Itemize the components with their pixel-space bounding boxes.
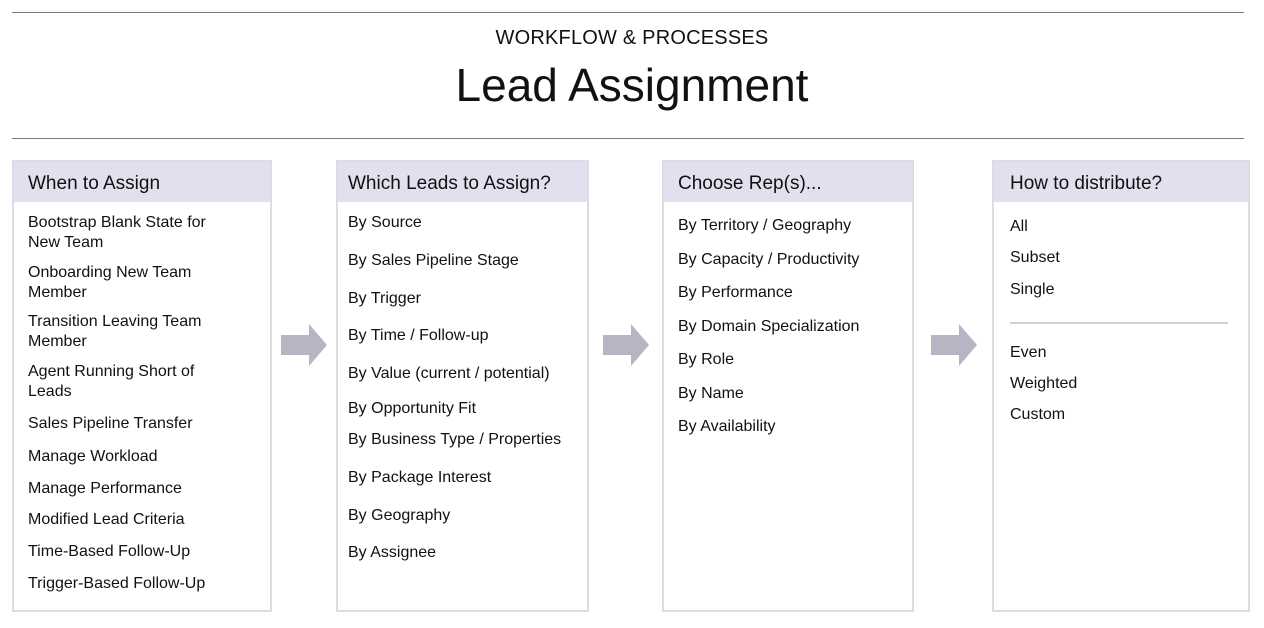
list-item: Modified Lead Criteria (28, 511, 185, 528)
list-item (28, 362, 194, 402)
method-item-custom: Custom (1010, 406, 1066, 423)
list-item: By Assignee (348, 544, 437, 561)
list-item: Manage Workload (28, 448, 158, 465)
list-item: By Capacity / Productivity (678, 251, 860, 268)
card-when-to-assign (12, 160, 272, 612)
scope-item-subset: Subset (1010, 249, 1060, 266)
list-item: Sales Pipeline Transfer (28, 415, 193, 432)
method-item-even: Even (1010, 344, 1047, 361)
section-divider (1010, 322, 1228, 324)
flow-arrow-icon (281, 322, 329, 368)
item-line: Member (28, 333, 87, 350)
page-title: Lead Assignment (455, 59, 809, 111)
flow-arrow-icon (603, 322, 651, 368)
list-item: By Package Interest (348, 469, 492, 486)
item-line: New Team (28, 234, 104, 251)
list-item: By Opportunity Fit (348, 400, 477, 417)
list-item: By Domain Specialization (678, 318, 860, 335)
list-item: By Trigger (348, 290, 421, 307)
list-item: Trigger-Based Follow-Up (28, 575, 206, 592)
scope-item-single: Single (1010, 281, 1055, 298)
list-item: By Name (678, 385, 744, 402)
list-item: By Geography (348, 507, 451, 524)
item-line: Bootstrap Blank State for (28, 214, 206, 231)
title-rule (12, 138, 1244, 139)
list-item: By Sales Pipeline Stage (348, 252, 519, 269)
item-line: Transition Leaving Team (28, 313, 202, 330)
list-item (28, 263, 191, 303)
method-item-weighted: Weighted (1010, 375, 1078, 392)
list-item (28, 213, 206, 253)
item-line: Agent Running Short of (28, 363, 195, 380)
card-title: How to distribute? (994, 162, 1248, 202)
item-line: Leads (28, 383, 72, 400)
item-line: Member (28, 284, 87, 301)
card-how-to-distribute (992, 160, 1250, 612)
list-item: By Territory / Geography (678, 217, 852, 234)
top-rule (12, 12, 1244, 13)
list-item (28, 312, 201, 352)
card-title: Choose Rep(s)... (664, 162, 912, 202)
list-item: By Value (current / potential) (348, 365, 550, 382)
list-item: Manage Performance (28, 480, 182, 497)
card-which-leads (336, 160, 589, 612)
list-item: By Role (678, 351, 735, 368)
list-item: Time-Based Follow-Up (28, 543, 191, 560)
list-item: By Source (348, 214, 422, 231)
list-item: By Availability (678, 418, 776, 435)
item-line: Onboarding New Team (28, 264, 192, 281)
list-item: By Performance (678, 284, 793, 301)
list-item: By Business Type / Properties (348, 431, 562, 448)
section-kicker: WORKFLOW & PROCESSES (495, 27, 769, 49)
scope-item-all: All (1010, 218, 1028, 235)
flow-arrow-icon (931, 322, 979, 368)
list-item: By Time / Follow-up (348, 327, 489, 344)
card-choose-reps (662, 160, 914, 612)
card-title: Which Leads to Assign? (338, 162, 587, 202)
card-title: When to Assign (14, 162, 270, 202)
